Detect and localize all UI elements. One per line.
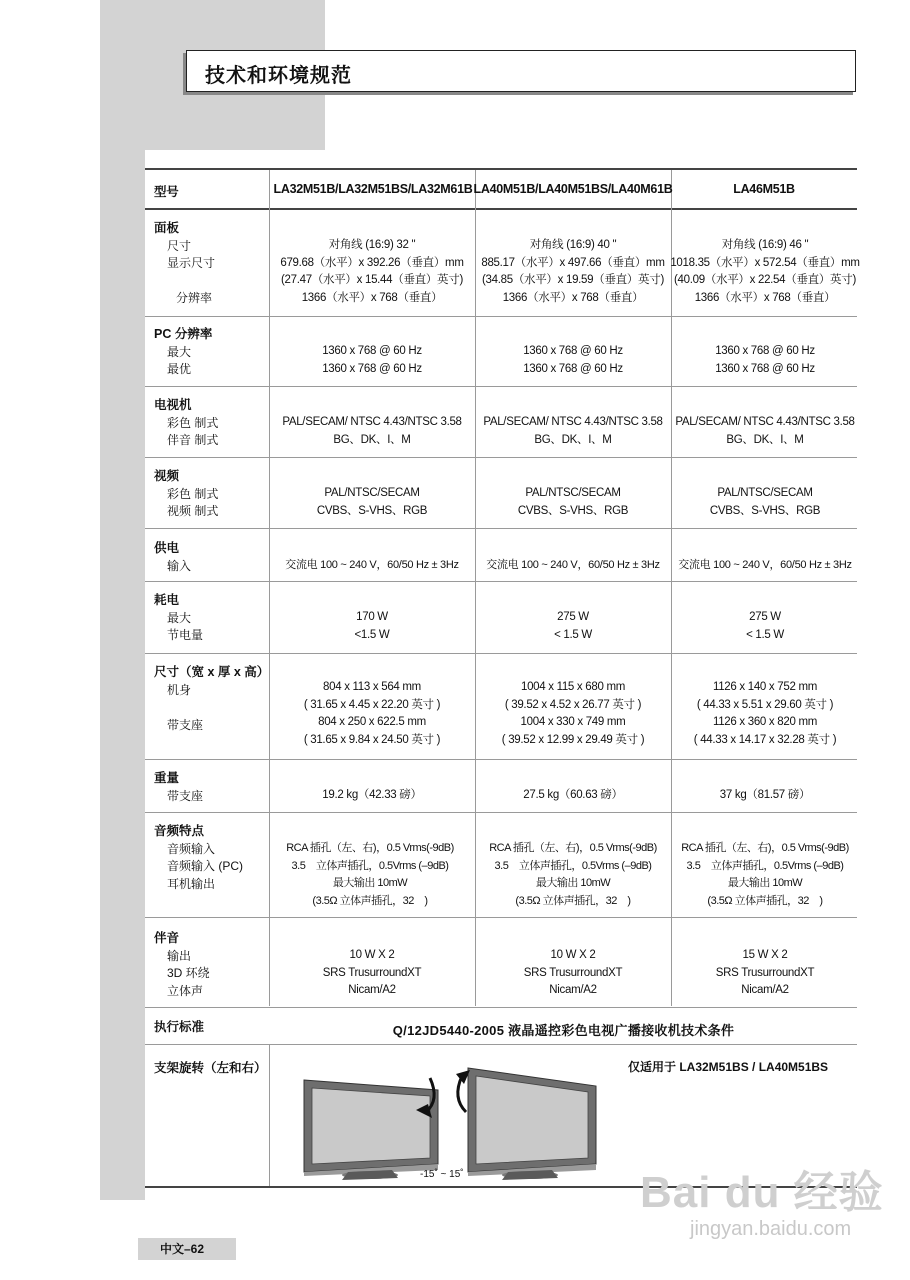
cell-line: (3.5Ω 立体声插孔，32 ) xyxy=(707,894,823,907)
cell-line: BG、DK、I、M xyxy=(534,433,612,446)
row-label-sub: 音频输入 xyxy=(167,841,216,856)
cell-line: ( 39.52 x 12.99 x 29.49 英寸 ) xyxy=(501,733,645,746)
row-label-heading: 视频 xyxy=(154,469,180,483)
row-label-sub: 节电量 xyxy=(167,628,204,643)
header-model-col1: LA32M51B/LA32M51BS/LA32M61B xyxy=(273,182,473,196)
cell-line: 交流电 100 ~ 240 V，60/50 Hz ± 3Hz xyxy=(486,559,660,571)
cell-line: 1004 x 330 x 749 mm xyxy=(520,716,626,729)
cell-power-col2 xyxy=(473,557,673,575)
cell-weight-col1 xyxy=(272,787,472,805)
cell-line: 15 W X 2 xyxy=(742,949,788,961)
cell-line: 1126 x 360 x 820 mm xyxy=(712,716,818,729)
baidu-watermark: Bai du 经验 xyxy=(640,1168,884,1217)
cell-line: ( 39.52 x 4.52 x 26.77 英寸 ) xyxy=(504,698,642,711)
row-video-labels xyxy=(154,468,218,521)
row-power-labels xyxy=(154,540,191,575)
cell-dimensions-col3 xyxy=(665,679,865,749)
cell-line: 275 W xyxy=(749,611,781,623)
cell-video-col1 xyxy=(272,485,472,520)
row-label-heading: 执行标准 xyxy=(154,1020,205,1034)
cell-line: 804 x 250 x 622.5 mm xyxy=(318,716,426,729)
left-gray-strip xyxy=(100,150,145,1200)
row-separator xyxy=(145,457,857,458)
row-separator xyxy=(145,386,857,387)
row-label-heading: 伴音 xyxy=(154,931,180,945)
cell-line: 1126 x 140 x 752 mm xyxy=(712,681,818,693)
cell-line: (3.5Ω 立体声插孔，32 ) xyxy=(515,894,631,907)
cell-line: 27.5 kg（60.63 磅） xyxy=(523,789,623,801)
page-number: 中文–62 xyxy=(138,1238,236,1260)
cell-line: 对角线 (16:9) 40 " xyxy=(529,239,617,251)
row-separator xyxy=(145,528,857,529)
cell-panel-col1 xyxy=(272,237,472,307)
cell-line: 1360 x 768 @ 60 Hz xyxy=(523,345,623,357)
cell-sound-col1 xyxy=(272,947,472,1000)
cell-power-col1 xyxy=(272,557,472,575)
row-pc-resolution-labels xyxy=(154,326,212,379)
row-dimensions-labels xyxy=(154,664,269,734)
cell-weight-col3 xyxy=(665,787,865,805)
cell-line: 交流电 100 ~ 240 V，60/50 Hz ± 3Hz xyxy=(285,559,459,571)
tv-left-illustration xyxy=(304,1080,438,1180)
cell-line: SRS TrusurroundXT xyxy=(715,966,815,979)
swivel-range: -15˚ ~ 15˚ xyxy=(420,1169,464,1180)
cell-line: 最大输出 10mW xyxy=(332,877,408,890)
row-label-heading: 重量 xyxy=(154,771,180,785)
row-consumption-labels xyxy=(154,592,203,645)
cell-line: SRS TrusurroundXT xyxy=(523,966,623,979)
row-label-sub: 带支座 xyxy=(167,788,204,803)
cell-power-col3 xyxy=(665,557,865,575)
cell-line: 10 W X 2 xyxy=(550,949,596,961)
row-label-sub: 输出 xyxy=(167,948,192,963)
cell-line: (27.47（水平）x 15.44（垂直）英寸) xyxy=(281,274,463,287)
cell-line: (3.5Ω 立体声插孔，32 ) xyxy=(312,894,428,907)
cell-line: 275 W xyxy=(557,611,589,623)
cell-line: 170 W xyxy=(356,611,388,623)
row-label-sub: 彩色 制式 xyxy=(167,415,219,430)
row-separator xyxy=(145,1044,857,1045)
row-label-sub: 音频输入 (PC) xyxy=(167,859,243,874)
cell-line: BG、DK、I、M xyxy=(726,433,804,446)
table-top-rule xyxy=(145,168,857,170)
cell-line: Nicam/A2 xyxy=(348,984,396,997)
row-label-heading: 电视机 xyxy=(154,398,192,412)
cell-line: 3.5 立体声插孔，0.5Vrms (–9dB) xyxy=(686,859,844,872)
cell-line: 10 W X 2 xyxy=(349,949,395,961)
row-label-heading: 供电 xyxy=(154,541,180,555)
cell-panel-col3 xyxy=(665,237,865,307)
row-weight-labels xyxy=(154,770,203,805)
cell-pc-col2 xyxy=(473,343,673,378)
cell-line: PAL/SECAM/ NTSC 4.43/NTSC 3.58 xyxy=(483,416,663,428)
cell-consumption-col2 xyxy=(473,609,673,644)
cell-video-col3 xyxy=(665,485,865,520)
row-label-sub: 显示尺寸 xyxy=(167,256,216,271)
row-label-sub: 伴音 制式 xyxy=(167,433,219,448)
cell-line: 1004 x 115 x 680 mm xyxy=(520,681,626,693)
row-label-sub: 最大 xyxy=(167,610,192,625)
row-standard-label xyxy=(154,1019,204,1037)
row-label-sub: 最优 xyxy=(167,362,192,377)
cell-line: (34.85（水平）x 19.59（垂直）英寸) xyxy=(482,274,664,287)
row-separator xyxy=(145,1007,857,1008)
cell-line: BG、DK、I、M xyxy=(333,433,411,446)
row-label-sub: 带支座 xyxy=(167,717,204,732)
cell-line: RCA 插孔（左、右)，0.5 Vrms(-9dB) xyxy=(286,842,454,854)
cell-line: (40.09（水平）x 22.54（垂直）英寸) xyxy=(674,274,856,287)
row-separator xyxy=(145,581,857,582)
row-separator xyxy=(145,812,857,813)
row-panel-labels xyxy=(154,220,215,308)
cell-line: 1360 x 768 @ 60 Hz xyxy=(523,362,623,375)
row-label-heading: 支架旋转（左和右） xyxy=(154,1061,267,1075)
swivel-note: 仅适用于 LA32M51BS / LA40M51BS xyxy=(628,1060,829,1074)
row-label-sub: 最大 xyxy=(167,344,192,359)
row-label-heading: 面板 xyxy=(154,221,180,235)
cell-line: RCA 插孔（左、右)，0.5 Vrms(-9dB) xyxy=(489,842,657,854)
cell-line: PAL/NTSC/SECAM xyxy=(717,487,813,499)
cell-line: 1018.35（水平）x 572.54（垂直）mm xyxy=(670,256,860,269)
cell-line: 3.5 立体声插孔，0.5Vrms (–9dB) xyxy=(291,859,449,872)
row-label-sub: 尺寸 xyxy=(167,238,192,253)
cell-line: 1366（水平）x 768（垂直） xyxy=(502,291,644,304)
row-label-sub: 视频 制式 xyxy=(167,504,219,519)
standard-value: Q/12JD5440-2005 液晶遥控彩色电视广播接收机技术条件 xyxy=(392,1023,735,1038)
cell-weight-col2 xyxy=(473,787,673,805)
cell-panel-col2 xyxy=(473,237,673,307)
row-label-heading: 音频特点 xyxy=(154,824,205,838)
cell-line: <1.5 W xyxy=(354,628,390,641)
cell-line: 37 kg（81.57 磅） xyxy=(719,789,811,801)
tv-right-illustration xyxy=(468,1068,596,1180)
cell-line: PAL/NTSC/SECAM xyxy=(525,487,621,499)
cell-line: 1360 x 768 @ 60 Hz xyxy=(322,362,422,375)
cell-line: 最大输出 10mW xyxy=(535,877,611,890)
cell-line: CVBS、S-VHS、RGB xyxy=(517,504,629,517)
cell-line: ( 44.33 x 14.17 x 32.28 英寸 ) xyxy=(693,733,837,746)
cell-line: 1366（水平）x 768（垂直） xyxy=(301,291,443,304)
cell-line: 19.2 kg（42.33 磅） xyxy=(322,789,422,801)
watermark-url: jingyan.baidu.com xyxy=(690,1218,852,1240)
header-model-col2: LA40M51B/LA40M51BS/LA40M61B xyxy=(473,182,673,196)
row-sound-labels xyxy=(154,930,210,1000)
title-box xyxy=(186,50,856,92)
cell-video-col2 xyxy=(473,485,673,520)
cell-line: 1360 x 768 @ 60 Hz xyxy=(715,362,815,375)
cell-line: 885.17（水平）x 497.66（垂直）mm xyxy=(481,256,665,269)
row-label-sub: 立体声 xyxy=(167,983,204,998)
row-label-sub: 耳机输出 xyxy=(167,876,216,891)
cell-line: 1366（水平）x 768（垂直） xyxy=(694,291,836,304)
col-divider-4 xyxy=(269,1044,270,1186)
cell-line: 1360 x 768 @ 60 Hz xyxy=(322,345,422,357)
cell-line: 3.5 立体声插孔，0.5Vrms (–9dB) xyxy=(494,859,652,872)
cell-pc-col3 xyxy=(665,343,865,378)
cell-audio-col2 xyxy=(473,840,673,910)
header-model-col3: LA46M51B xyxy=(733,182,795,196)
row-label-sub xyxy=(154,273,215,291)
cell-line: Nicam/A2 xyxy=(741,984,789,997)
row-separator xyxy=(145,316,857,317)
page-title: 技术和环境规范 xyxy=(205,65,352,87)
cell-audio-col1 xyxy=(270,840,470,910)
cell-sound-col3 xyxy=(665,947,865,1000)
cell-line: 679.68（水平）x 392.26（垂直）mm xyxy=(280,256,464,269)
cell-line: ( 31.65 x 4.45 x 22.20 英寸 ) xyxy=(303,698,441,711)
cell-line: PAL/SECAM/ NTSC 4.43/NTSC 3.58 xyxy=(282,416,462,428)
table-header-rule xyxy=(145,208,857,210)
row-label-sub xyxy=(154,699,269,717)
row-separator xyxy=(145,653,857,654)
row-label-sub: 分辨率 xyxy=(176,291,213,306)
row-audio-labels xyxy=(154,823,243,893)
cell-line: 1360 x 768 @ 60 Hz xyxy=(715,345,815,357)
row-label-sub: 3D 环绕 xyxy=(167,966,210,981)
cell-line: 交流电 100 ~ 240 V，60/50 Hz ± 3Hz xyxy=(678,559,852,571)
cell-line: 对角线 (16:9) 32 " xyxy=(328,239,416,251)
row-separator xyxy=(145,759,857,760)
cell-tv-col2 xyxy=(473,414,673,449)
cell-line: CVBS、S-VHS、RGB xyxy=(316,504,428,517)
cell-sound-col2 xyxy=(473,947,673,1000)
row-label-heading: 尺寸（宽 x 厚 x 高） xyxy=(154,665,270,679)
cell-line: ( 31.65 x 9.84 x 24.50 英寸 ) xyxy=(303,733,441,746)
cell-line: < 1.5 W xyxy=(746,628,784,641)
row-label-heading: PC 分辨率 xyxy=(154,327,213,341)
cell-line: Nicam/A2 xyxy=(549,984,597,997)
row-swivel-label xyxy=(154,1060,267,1078)
row-label-sub: 输入 xyxy=(167,558,192,573)
cell-audio-col3 xyxy=(665,840,865,910)
cell-pc-col1 xyxy=(272,343,472,378)
row-tv-labels xyxy=(154,397,218,450)
cell-line: 804 x 113 x 564 mm xyxy=(323,681,421,693)
cell-line: ( 44.33 x 5.51 x 29.60 英寸 ) xyxy=(696,698,834,711)
cell-tv-col1 xyxy=(272,414,472,449)
cell-line: RCA 插孔（左、右)，0.5 Vrms(-9dB) xyxy=(681,842,849,854)
row-label-sub: 机身 xyxy=(167,682,192,697)
cell-line: SRS TrusurroundXT xyxy=(322,966,422,979)
swivel-illustration xyxy=(298,1060,608,1184)
cell-line: PAL/NTSC/SECAM xyxy=(324,487,420,499)
cell-dimensions-col2 xyxy=(473,679,673,749)
cell-line: 对角线 (16:9) 46 " xyxy=(721,239,809,251)
cell-line: < 1.5 W xyxy=(554,628,592,641)
cell-dimensions-col1 xyxy=(272,679,472,749)
row-label-sub: 彩色 制式 xyxy=(167,486,219,501)
cell-consumption-col3 xyxy=(665,609,865,644)
row-label-heading: 耗电 xyxy=(154,593,180,607)
cell-line: CVBS、S-VHS、RGB xyxy=(709,504,821,517)
cell-tv-col3 xyxy=(665,414,865,449)
header-label: 型号 xyxy=(154,185,179,199)
cell-consumption-col1 xyxy=(272,609,472,644)
cell-line: 最大输出 10mW xyxy=(727,877,803,890)
row-separator xyxy=(145,917,857,918)
cell-line: PAL/SECAM/ NTSC 4.43/NTSC 3.58 xyxy=(675,416,855,428)
